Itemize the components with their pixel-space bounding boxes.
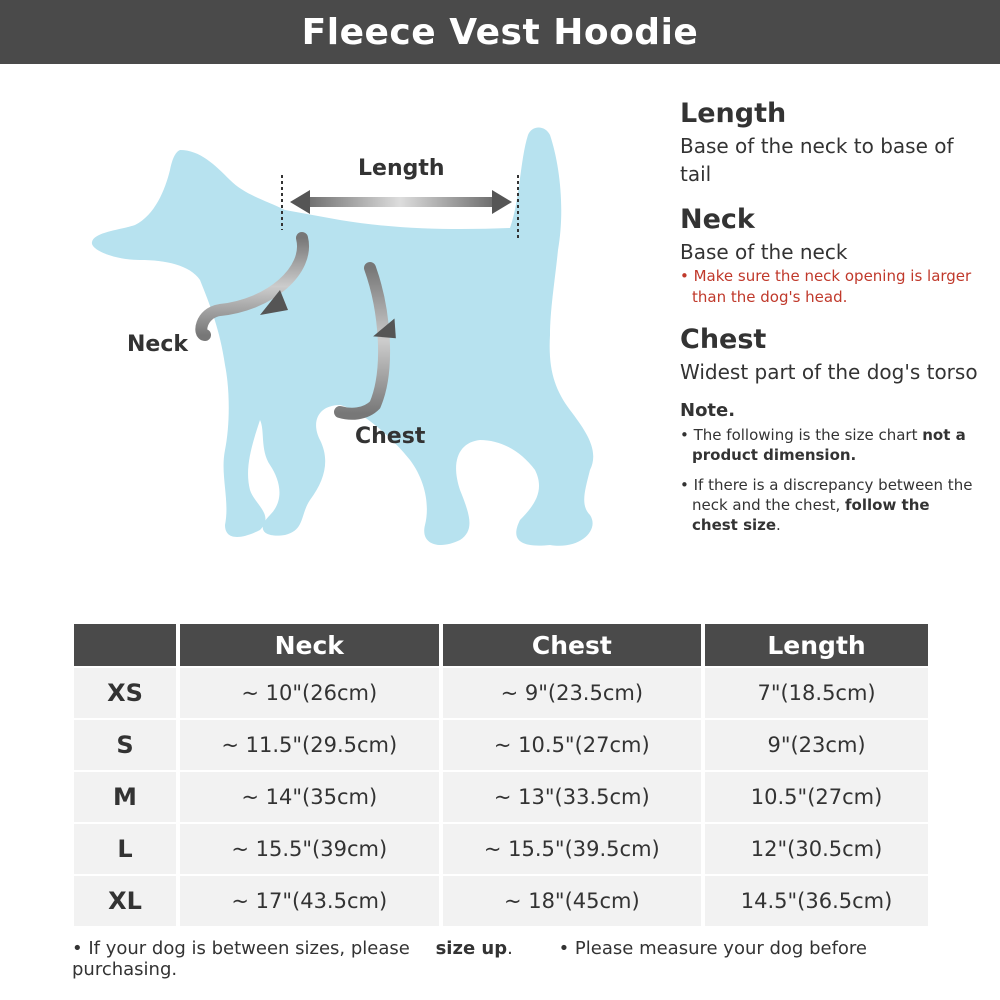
size-label: XS [74, 668, 176, 718]
title-bar [0, 0, 1000, 64]
dog-measurement-diagram [80, 120, 640, 560]
note-heading: Note. [680, 400, 736, 421]
footer-tips [72, 938, 952, 980]
table-row [74, 720, 928, 770]
tip-measure: • Please measure your dog before purchasing. [72, 938, 868, 980]
note-1-text: • The following is the size chart [680, 426, 923, 444]
tip-1-text: • If your dog is between sizes, please [72, 938, 416, 959]
note-2-text: • If there is a discrepancy between the neck and the chest, [680, 476, 973, 514]
chest-value: ~ 9"(23.5cm) [443, 668, 702, 718]
header-chest: Chest [443, 624, 702, 666]
length-value: 7"(18.5cm) [705, 668, 928, 718]
diagram-neck-label: Neck [127, 332, 189, 357]
legend-chest-heading: Chest [680, 324, 767, 355]
chest-value: ~ 15.5"(39.5cm) [443, 824, 702, 874]
note-1-bold: not a product dimension. [692, 426, 966, 464]
legend-neck-heading: Neck [680, 204, 755, 235]
table-row [74, 668, 928, 718]
tip-1-end: . [507, 938, 513, 959]
legend-neck [680, 202, 980, 308]
measurement-legend [680, 96, 980, 545]
legend-neck-warning: • Make sure the neck opening is larger than the dog's head. [680, 267, 972, 306]
neck-value: ~ 11.5"(29.5cm) [180, 720, 439, 770]
legend-length-heading: Length [680, 98, 787, 129]
tip-1-bold: size up [435, 938, 508, 959]
neck-value: ~ 15.5"(39cm) [180, 824, 439, 874]
page-title: Fleece Vest Hoodie [301, 11, 699, 53]
header-neck: Neck [180, 624, 439, 666]
diagram-length-label: Length [358, 156, 445, 181]
legend-chest [680, 322, 980, 386]
length-value: 9"(23cm) [705, 720, 928, 770]
neck-value: ~ 17"(43.5cm) [180, 876, 439, 926]
length-value: 14.5"(36.5cm) [705, 876, 928, 926]
table-header-row [74, 624, 928, 666]
note-item-1 [680, 425, 980, 465]
size-label: XL [74, 876, 176, 926]
note-2-end: . [776, 516, 781, 534]
tip-size-up [72, 938, 533, 959]
neck-value: ~ 14"(35cm) [180, 772, 439, 822]
table-row [74, 772, 928, 822]
size-chart-table [70, 622, 932, 928]
size-label: M [74, 772, 176, 822]
header-length: Length [705, 624, 928, 666]
chest-value: ~ 18"(45cm) [443, 876, 702, 926]
legend-length [680, 96, 980, 188]
diagram-chest-label: Chest [355, 424, 426, 449]
chest-value: ~ 10.5"(27cm) [443, 720, 702, 770]
neck-value: ~ 10"(26cm) [180, 668, 439, 718]
legend-chest-desc: Widest part of the dog's torso [680, 360, 978, 384]
size-label: L [74, 824, 176, 874]
legend-neck-desc: Base of the neck [680, 240, 848, 264]
note-item-2 [680, 475, 980, 535]
note-section [680, 400, 980, 535]
note-2-bold: follow the chest size [692, 496, 930, 534]
size-label: S [74, 720, 176, 770]
legend-length-desc: Base of the neck to base of tail [680, 134, 954, 186]
length-value: 12"(30.5cm) [705, 824, 928, 874]
table-row [74, 824, 928, 874]
chest-value: ~ 13"(33.5cm) [443, 772, 702, 822]
table-corner [74, 624, 176, 666]
table-row [74, 876, 928, 926]
length-value: 10.5"(27cm) [705, 772, 928, 822]
